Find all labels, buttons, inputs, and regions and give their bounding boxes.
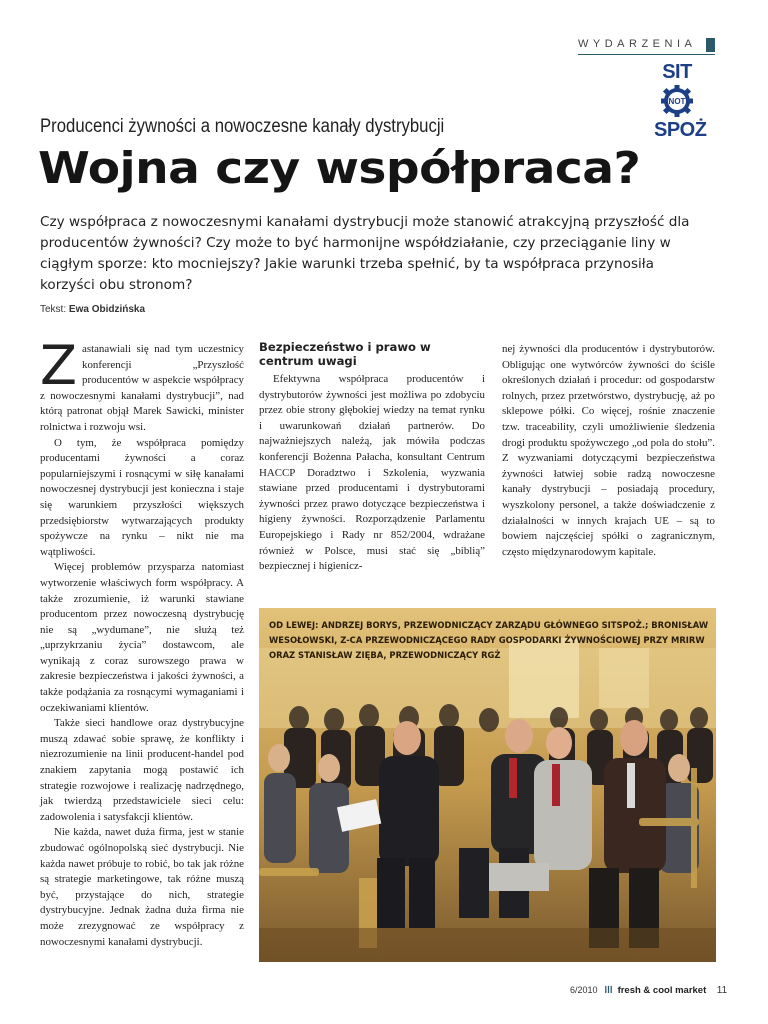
paragraph: Nie każda, nawet duża firma, jest w stanie zbudować ogólnopolską sieć dystrybucji. Nie każda nawet próbuje to robić, bo tak jak różne są strategie marketingowe, tak różne muszą być, przystające do nich, strategie dystrybucyjne. Jednak żadna duża firma nie może zrezygnować ze współpracy z nowoczesnymi kanałami dystrybucji.: [40, 826, 244, 948]
section-divider: [578, 54, 715, 55]
section-marker: [706, 38, 715, 52]
article-kicker: Producenci żywności a nowoczesne kanały dystrybucji: [40, 116, 445, 137]
paragraph-text: astanawiali się nad tym uczestnicy konferencji „Przyszłość producentów w aspekcie współpracy z nowoczesnymi kanałami dystrybucji”, nad którą patronat objął Marek Sawicki, minister rolnictwa i rozwoju wsi.: [40, 343, 244, 433]
article-byline: [40, 304, 145, 315]
snowflake-icon: [604, 985, 613, 994]
magazine-name: fresh & cool market: [617, 985, 707, 996]
article-subhead: Bezpieczeństwo i prawo w centrum uwagi: [259, 340, 431, 368]
byline-author: Ewa Obidzińska: [68, 304, 146, 315]
logo-text-middle: NOT: [668, 97, 686, 106]
dropcap: Z: [40, 334, 77, 397]
page-footer: [570, 985, 727, 996]
byline-label: Tekst:: [40, 304, 69, 315]
conference-photo: [259, 608, 716, 962]
issue-number: 6/2010: [570, 985, 598, 995]
article-column-3: [502, 342, 715, 560]
article-column-2: [259, 340, 485, 575]
page-number: 11: [716, 985, 728, 996]
section-label: WYDARZENIA: [578, 38, 697, 50]
logo-text-bottom: SPOŻ: [654, 119, 707, 141]
logo-text-top: SIT: [662, 61, 692, 83]
paragraph: [40, 334, 244, 436]
article-headline: Wojna czy współpraca?: [38, 143, 641, 194]
paragraph: Więcej problemów przysparza natomiast wytworzenie właściwych form współpracy. A także zrozumienie, iż warunki stawiane producentom przez nowoczesną dystrybucję nie są „wydumane”, nie służą też „uprzykrzaniu życia” dostawcom, ale wynikają z coraz surowszego prawa w zakresie bezpieczeństwa i jakości żywności, a także podążania za rosnącymi wymaganiami i oczekiwaniami klientów.: [40, 561, 244, 714]
paragraph: Efektywna współpraca producentów i dystrybutorów żywności jest możliwa po zdobyciu przez obie strony głębokiej wiedzy na temat rynku i uwarunkowań działań partnerów. Do najważniejszych należą, jak mówiła podczas konferencji Bożenna Pałacha, konsultant Centrum HACCP Doradztwo i Szkolenia, wyzwania stawiane przed producentami i dystrybutorami żywności przez prawo dotyczące bezpieczeństwa i higieny żywności. Rozporządzenie Parlamentu Europejskiego i Rady nr 852/2004, wdrażane również w Polsce, musi stać się „biblią” bezpiecznej i higienicz-: [259, 373, 485, 573]
sitspoz-logo: [654, 61, 707, 141]
paragraph: O tym, że współpraca pomiędzy producentami żywności a coraz popularniejszymi i rosnącymi w siłę kanałami nowoczesnej dystrybucji jest konieczna i staje się warunkiem przyszłości większych przedsiębiorstw wytwarzających produkty spożywcze na rynku – nikt nie ma wątpliwości.: [40, 436, 244, 558]
paragraph: Także sieci handlowe oraz dystrybucyjne muszą zdawać sobie sprawę, że konflikty i niezrozumienie na linii producent-handel pod znakiem zapytania mogą postawić ich strategie rozwojowe i realizację nadrzędnego, jak twierdzą przedstawiciele sieci celu: zadowolenia i satysfakcji klientów.: [40, 717, 244, 823]
article-lead: Czy współpraca z nowoczesnymi kanałami dystrybucji może stanowić atrakcyjną przyszłość dla producentów żywności? Czy może to być harmonijne współdziałanie, czy przeciąganie liny w ciągłym sporze: kto mocniejszy? Jakie warunki trzeba spełnić, by ta współpraca przynosiła korzyści obu stronom?: [40, 214, 690, 293]
article-column-1: [40, 334, 244, 950]
not-gear-icon: [657, 84, 697, 118]
photo-caption: OD LEWEJ: ANDRZEJ BORYS, PRZEWODNICZĄCY ZARZĄDU GŁÓWNEGO SITSPOŻ.; BRONISŁAW WESOŁOWSKI, Z-CA PRZEWODNICZĄCEGO RADY GOSPODARKI ŻYWNOŚCIOWEJ PRZY MRIRW ORAZ STANISŁAW ZIĘBA, PRZEWODNICZĄCY RGŻ: [269, 620, 709, 660]
paragraph: nej żywności dla producentów i dystrybutorów. Obligując one wytwórców żywności do ściśle określonych działań i procedur: od gospodarstw rolnych, przez przetwórstwo, dystrybucję, aż po sklepowe półki. Co więcej, rośnie znaczenie tzw. traceability, czyli umożliwienie śledzenia drogi produktu spożywczego „od pola do stołu”. Z wyzwaniami dotyczącymi bezpieczeństwa żywności łatwiej sobie radzą nowoczesne kanały dystrybucji – posiadają procedury, wyszkolony personel, a także doświadczenie z działalności w innych krajach UE – są to bowiem najczęściej spółki o zagranicznym, często międzynarodowym kapitale.: [502, 343, 715, 558]
